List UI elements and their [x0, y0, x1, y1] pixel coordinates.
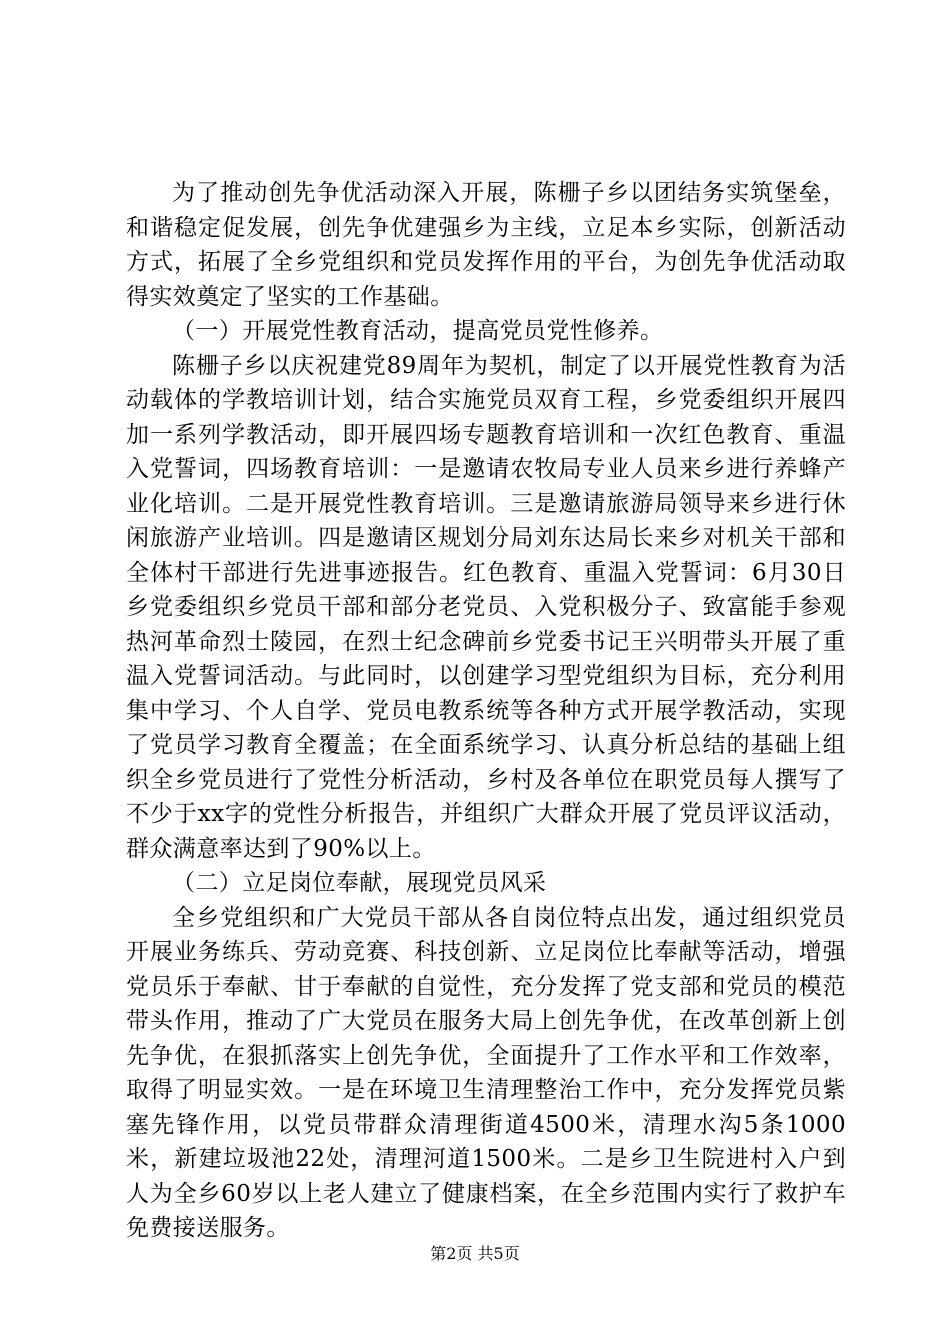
paragraph-section-1: 陈栅子乡以庆祝建党89周年为契机，制定了以开展党性教育为活动载体的学教培训计划，结合实施党员双育工程，乡党委组织开展四加一系列学教活动，即开展四场专题教育培训和一次红色教育、重温入党誓词，四场教育培训：一是邀请农牧局专业人员来乡进行养蜂产业化培训。二是开展党性教育培训。三是邀请旅游局领导来乡进行休闲旅游产业培训。四是邀请区规划分局刘东达局长来乡对机关干部和全体村干部进行先进事迹报告。红色教育、重温入党誓词：6月30日乡党委组织乡党员干部和部分老党员、入党积极分子、致富能手参观热河革命烈士陵园，在烈士纪念碑前乡党委书记王兴明带头开展了重温入党誓词活动。与此同时，以创建学习型党组织为目标，充分利用集中学习、个人自学、党员电教系统等各种方式开展学教活动，实现了党员学习教育全覆盖；在全面系统学习、认真分析总结的基础上组织全乡党员进行了党性分析活动，乡村及各单位在职党员每人撰写了不少于xx字的党性分析报告，并组织广大群众开展了党员评议活动，群众满意率达到了90%以上。 — [126, 352, 846, 862]
page-number-footer: 第2页 共5页 — [430, 1244, 520, 1263]
paragraph-section-2: 全乡党组织和广大党员干部从各自岗位特点出发，通过组织党员开展业务练兵、劳动竞赛、科技创新、立足岗位比奉献等活动，增强党员乐于奉献、甘于奉献的自觉性，充分发挥了党支部和党员的模范带头作用，推动了广大党员在服务大局上创先争优，在改革创新上创先争优，在狠抓落实上创先争优，全面提升了工作水平和工作效率，取得了明显实效。一是在环境卫生清理整治工作中，充分发挥党员紫塞先锋作用，以党员带群众清理街道4500米，清理水沟5条1000米，新建垃圾池22处，清理河道1500米。二是乡卫生院进村入户到人为全乡60岁以上老人建立了健康档案，在全乡范围内实行了救护车免费接送服务。 — [126, 904, 846, 1241]
section-heading-1: （一）开展党性教育活动，提高党员党性修养。 — [172, 318, 664, 344]
section-heading-2: （二）立足岗位奉献，展现党员风采 — [172, 870, 547, 896]
paragraph-intro: 为了推动创先争优活动深入开展，陈栅子乡以团结务实筑堡垒，和谐稳定促发展，创先争优建强乡为主线，立足本乡实际，创新活动方式，拓展了全乡党组织和党员发挥作用的平台，为创先争优活动取得实效奠定了坚实的工作基础。 — [126, 180, 846, 310]
document-body — [126, 176, 846, 1246]
